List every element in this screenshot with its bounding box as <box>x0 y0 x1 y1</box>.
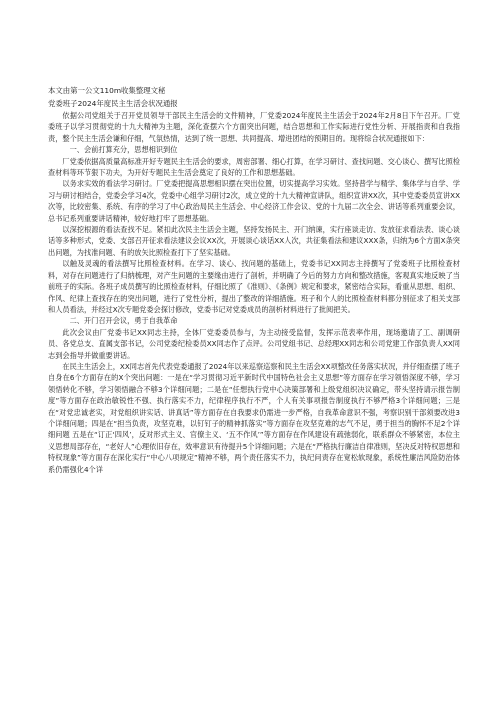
paragraph-issues: 在民主生活会上，XX同志首先代表党委通报了2024年以来巡察巡察和民主生活会XX项整改任务落实状况，并仔细查摆了班子自身在6个方面存在的X个突出问题：一是在“学习贯彻习近平新时代中国特色社会主义思想”等方面存在学习领悟深度不够，学习领悟转化不够，学习领悟融合不够3个详细问题；二是在“任想执行党中心决策部署和上级党组织决议确定，带头坚持请示报告制度”等方面存在政治敏锐性不强、执行落实不力，纪律程序执行不严，个人有关事项报告制度执行不够严格3个详细问题；三是在“对党忠诚老实，对党组织讲实话、讲真话”等方面存在自我要求仍需进一步严格，自我革命意识不强，考察识别干部须要改进3个详细问题；四是在“担当负责，攻坚克难，以钉钉子的精神抓落实”等方面存在攻坚克难的志气不足，勇于担当的胸怀不足2个详细问题 五是在“订正‘四风’，反对形式主义、官僚主义、‘五不作风’”等方面存在作风建设有疏弛弱化，联系群众不够紧密，本位主义思想局部存在，“老好人”心理依旧存在，效率意识有待提升5个详细问题；六是在“严格执行廉洁自律准则，坚决反对特权思想和特权现象”等方面存在深化实行“中心八项规定”精神不够，两个责任落实不力，执纪问责存在宽松软现象，系统性廉洁风险防治体系仍需强化4个详 <box>48 361 460 474</box>
paragraph-problems: 以深挖根源的看法查找不足。紧扣此次民主生活会主题，坚持发扬民主、开门纳谏，实行座谈走访、发放征求看法表、谈心谈话等多种形式，党委、支部召开征求看法建议会议XX次，开展谈心谈话XX人次，共征集看法和建议XXX条，归纳为6个方面X条突出问题，为找准问题、有的放矢比照检查打下了坚实基础。 <box>48 225 460 257</box>
doc-tagline: 本文由第一公文110m收集整理文秘 <box>48 86 166 95</box>
paragraph-intro: 依据公司党组关于召开党员领导干部民主生活会的文件精神，厂党委2024年度民主生活会于2024年2月8日下午召开。厂党委班子以学习贯彻党的十九大精神为主题，深化查摆六个方面突出问题，结合思想和工作实际进行党性分析、开展指责和自我指责，整个民主生活会谦和仔细，气氛热情，达到了统一思想、共同提高、增进团结的预期目的。现将综合状况通报如下： <box>48 111 460 143</box>
section-heading-2: 二、开门召开会议，勇于自我革命 <box>69 316 178 326</box>
paragraph-study: 以务求实效的看法学习研讨。厂党委把提高思想相识摆在突出位置，切实提高学习实效。坚持普学与精学、集体学与自学、学习与研讨相结合，党委会学习4次，党委中心组学习研讨2次，成立党的十九大精神宣讲队，组织宣讲XX次，其中党委委员宣讲XX次等，比较密集、系统、有序的学习了中心政治局民主生活会、中心经济工作会议、党的十九届二次全会、讲话等系列重要会议，总书记系列重要讲话精神，较好地打牢了思想基础。 <box>48 179 460 223</box>
doc-title: 党委班子2024年度民主生活会状况通报 <box>48 99 178 108</box>
paragraph-meeting: 此次会议由厂党委书记XX同志主持，全体厂党委委员参与，为主动接受监督，发挥示范表率作用，现场邀请了工、副调研员、各党总支、直属支部书记，公司党委纪检委员XX同志作了点评。公司党组书记、总经理XX同志和公司党建工作部负责人XX同志到会指导并做重要讲话。 <box>48 327 460 360</box>
paragraph-materials: 以触及灵魂的看法撰写比照检查材料。在学习、谈心、找问题的基础上，党委书记XX同志主持撰写了党委班子比照检查材料，对存在问题进行了归纳梳理，对产生问题的主要缘由进行了剖析，并明确了今后的努力方向和整改措施，客观真实地反映了当前班子的实际。各班子成员撰写的比照检查材料，仔细比照了《准则》、《条例》规定和要求，紧密结合实际，看重从思想、组织、作风、纪律上查找存在的突出问题，进行了党性分析，提出了整改的详细措施。班子和个人的比照检查材料都分别征求了相关支部和人员看法，并经过X次专题党委会探讨修改，党委书记对党委成员的剖析材料进行了批阅把关。 <box>48 259 460 314</box>
section-heading-1: 一、会前打算充分，思想相识到位 <box>69 145 178 155</box>
paragraph-preparation: 厂党委依据高质量高标准开好专题民主生活会的要求，周密部署、细心打算，在学习研讨、查找问题、交心谈心、撰写比照检查材料等环节狠下功夫，为开好专题民主生活会奠定了良好的工作和思想基础。 <box>48 156 460 178</box>
